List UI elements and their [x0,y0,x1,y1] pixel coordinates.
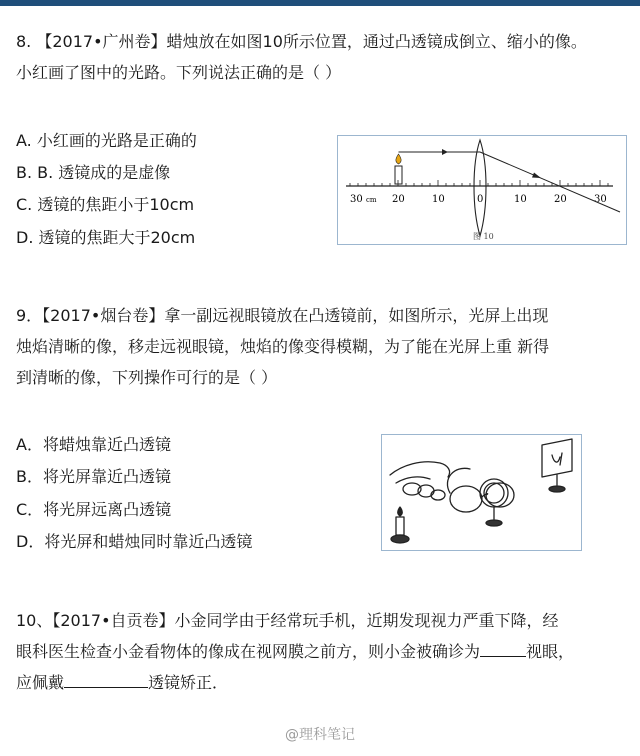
q8-option-c: C. 透镜的焦距小于10cm [16,195,195,214]
q9-line-2: 烛焰清晰的像，移走远视眼镜，烛焰的像变得模糊，为了能在光屏上重 新得 [16,337,550,356]
q9-option-b: B．将光屏靠近凸透镜 [16,467,171,486]
q10-line-2 [16,636,628,667]
q9-glasses-figure [381,434,582,551]
q9-line-1: 9．【2017•烟台卷】拿一副远视眼镜放在凸透镜前，如图所示，光屏上出现 [16,306,549,325]
q8-option-b: B. B. 透镜成的是虚像 [16,163,171,182]
q10-line-2-text: 眼科医生检查小金看物体的像成在视网膜之前方，则小金被确诊为 [16,642,481,661]
hand-icon [390,462,450,477]
q9-option-c: C．将光屏远离凸透镜 [16,500,172,519]
question-9 [16,300,628,393]
top-accent-bar [0,0,640,6]
tick-label-20-right: 20 [554,194,567,205]
q9-option-a: A．将蜡烛靠近凸透镜 [16,435,171,454]
tick-unit: cm [366,196,377,204]
q8-lens-figure [337,135,627,245]
answer-blank-1[interactable] [480,638,526,657]
glasses-lens-sketch [382,435,581,550]
q9-option-d: D．将光屏和蜡烛同时靠近凸透镜 [16,532,253,551]
q8-line-2: 小红画了图中的光路。下列说法正确的是（ ） [16,63,342,82]
question-8 [16,26,628,88]
answer-blank-2[interactable] [64,669,148,688]
q10-line-1: 10、【2017•自贡卷】小金同学由于经常玩手机，近期发现视力严重下降，经 [16,611,559,630]
watermark: @理科笔记 [285,727,355,743]
tick-label-20-left: 20 [392,194,405,205]
q8-option-a: A. 小红画的光路是正确的 [16,131,197,150]
q9-line-3: 到清晰的像，下列操作可行的是（ ） [16,368,278,387]
q10-line-3-text: 应佩戴 [16,673,65,692]
tick-label-10-left: 10 [432,194,445,205]
tick-label-30-left: 30 [350,194,363,205]
light-screen-icon [542,439,572,477]
candle-icon [395,166,402,184]
flame-icon [398,507,403,516]
candle-icon [396,517,404,535]
lens-ray-diagram [338,136,626,244]
tick-label-30-right: 30 [594,194,607,205]
q10-line-3-tail: 透镜矫正． [148,673,229,692]
tick-label-10-right: 10 [514,194,527,205]
q10-line-3 [16,667,628,698]
q8-line-1: 8. 【2017•广州卷】蜡烛放在如图10所示位置，通过凸透镜成倒立、缩小的像。 [16,32,587,51]
flame-icon [396,154,401,164]
q10-line-2-tail: 视眼， [526,642,575,661]
tick-label-0: 0 [477,194,484,205]
question-10 [16,605,628,698]
convex-lens-icon [474,140,486,236]
figure-caption: 图 10 [473,232,494,241]
glasses-icon [450,486,482,512]
q8-option-d: D. 透镜的焦距大于20cm [16,228,196,247]
